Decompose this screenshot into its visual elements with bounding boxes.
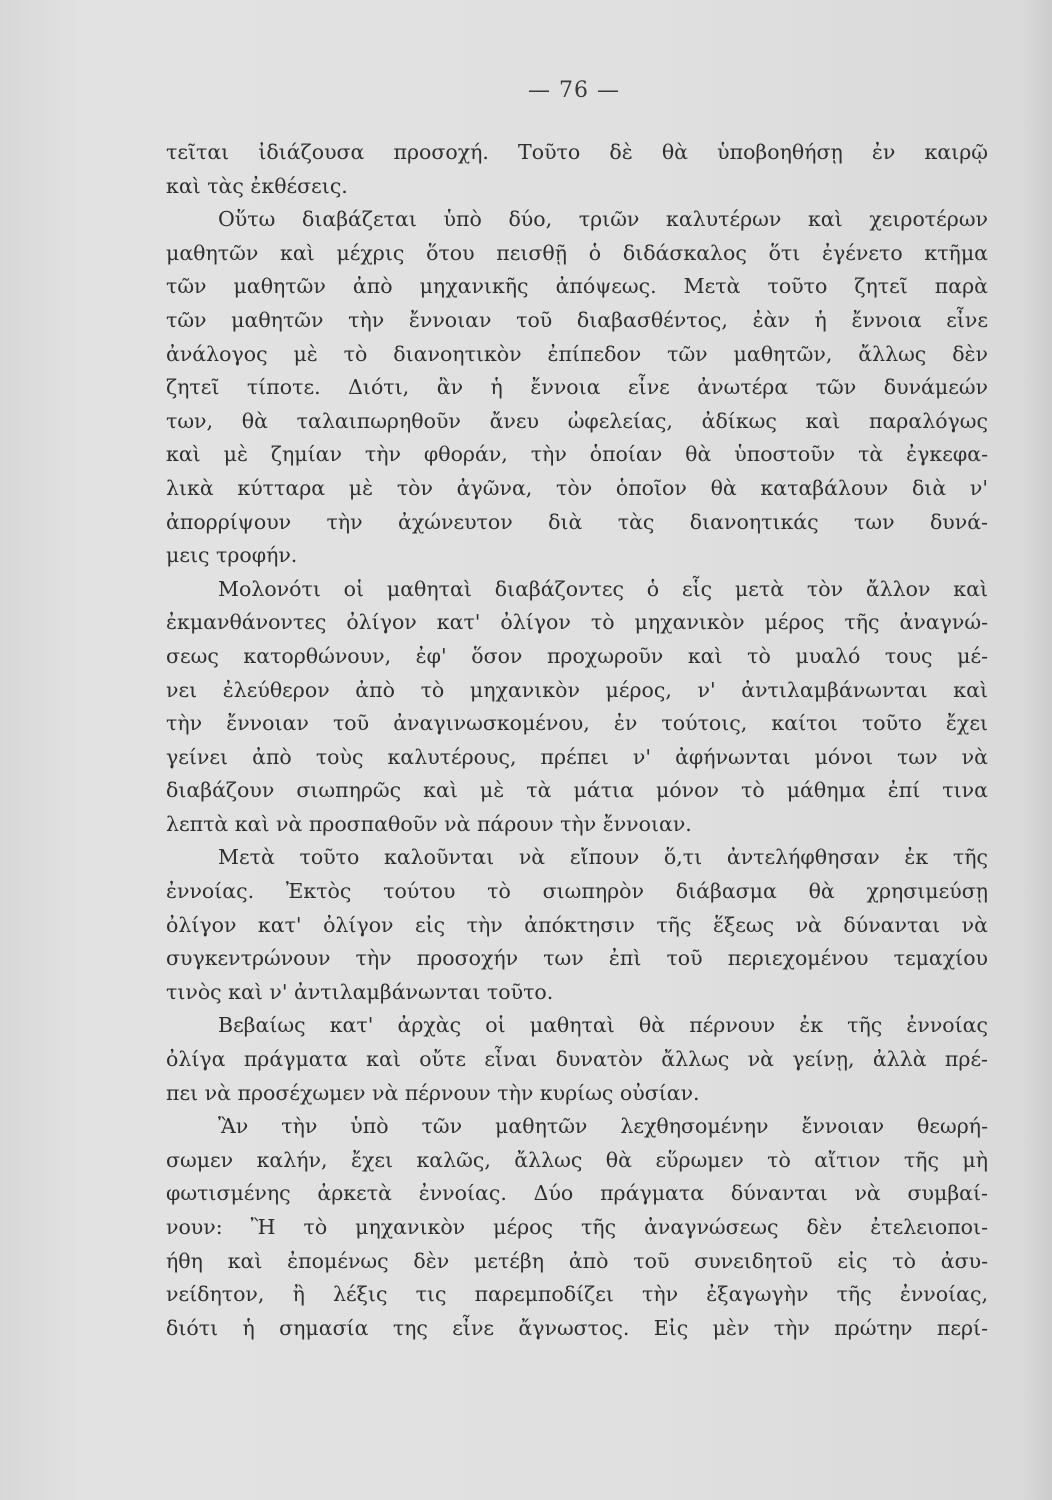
text-line: λικὰ κύτταρα μὲ τὸν ἀγῶνα, τὸν ὁποῖον θὰ καταβάλουν διὰ ν' (166, 475, 988, 500)
paragraph-start-line: Μολονότι οἱ μαθηταὶ διαβάζοντες ὁ εἷς μετὰ τὸν ἄλλον καὶ (218, 576, 988, 601)
text-line: σεως κατορθώνουν, ἐφ' ὅσον προχωροῦν καὶ τὸ μυαλό τους μέ- (166, 643, 988, 668)
text-line: νουν: Ἢ τὸ μηχανικὸν μέρος τῆς ἀναγνώσεως δὲν ἐτελειοποι- (166, 1215, 988, 1239)
text-line: ἀνάλογος μὲ τὸ διανοητικὸν ἐπίπεδον τῶν μαθητῶν, ἄλλως δὲν (166, 341, 988, 366)
text-line: νείδητον, ἢ λέξις τις παρεμποδίζει τὴν ἐξαγωγὴν τῆς ἐννοίας, (166, 1282, 988, 1307)
text-line: ὀλίγον κατ' ὀλίγον εἰς τὴν ἀπόκτησιν τῆς ἕξεως νὰ δύνανται νὰ (166, 912, 988, 937)
text-line: ζητεῖ τίποτε. Διότι, ἂν ἡ ἔννοια εἶνε ἀνωτέρα τῶν δυνάμεών (166, 375, 988, 400)
text-line: λεπτὰ καὶ νὰ προσπαθοῦν νὰ πάρουν τὴν ἔννοιαν. (166, 811, 692, 836)
text-line: τὴν ἔννοιαν τοῦ ἀναγινωσκομένου, ἐν τούτοις, καίτοι τοῦτο ἔχει (166, 711, 988, 736)
text-line: τεῖται ἰδιάζουσα προσοχή. Τοῦτο δὲ θὰ ὑποβοηθήσῃ ἐν καιρῷ (166, 140, 988, 164)
paragraph-start-line: Οὕτω διαβάζεται ὑπὸ δύο, τριῶν καλυτέρων καὶ χειροτέρων (218, 207, 988, 232)
text-line: σωμεν καλήν, ἔχει καλῶς, ἄλλως θὰ εὕρωμεν τὸ αἴτιον τῆς μὴ (166, 1147, 988, 1172)
text-line: πει νὰ προσέχωμεν νὰ πέρνουν τὴν κυρίως οὐσίαν. (166, 1080, 700, 1105)
text-line: τῶν μαθητῶν ἀπὸ μηχανικῆς ἀπόψεως. Μετὰ τοῦτο ζητεῖ παρὰ (166, 274, 988, 299)
text-line: διότι ἡ σημασία της εἶνε ἄγνωστος. Εἰς μὲν τὴν πρώτην περί- (166, 1315, 988, 1340)
page-number: — 76 — (528, 78, 620, 103)
text-line: ἐννοίας. Ἐκτὸς τούτου τὸ σιωπηρὸν διάβασμα θὰ χρησιμεύσῃ (166, 879, 988, 904)
text-line: φωτισμένης ἀρκετὰ ἐννοίας. Δύο πράγματα δύνανται νὰ συμβαί- (166, 1181, 988, 1206)
text-line: ήθη καὶ ἐπομένως δὲν μετέβη ἀπὸ τοῦ συνειδητοῦ εἰς τὸ ἀσυ- (166, 1248, 988, 1273)
text-line: μαθητῶν καὶ μέχρις ὅτου πεισθῇ ὁ διδάσκαλος ὅτι ἐγένετο κτῆμα (166, 240, 988, 265)
text-line: των, θὰ ταλαιπωρηθοῦν ἄνευ ὠφελείας, ἀδίκως καὶ παραλόγως (166, 408, 988, 433)
page-edge-shadow (1022, 0, 1052, 1500)
text-line: ἐκμανθάνοντες ὀλίγον κατ' ὀλίγον τὸ μηχανικὸν μέρος τῆς ἀναγνώ- (166, 610, 988, 635)
text-line: νει ἐλεύθερον ἀπὸ τὸ μηχανικὸν μέρος, ν' ἀντιλαμβάνωνται καὶ (166, 677, 988, 702)
paragraph-start-line: Μετὰ τοῦτο καλοῦνται νὰ εἴπουν ὅ,τι ἀντελήφθησαν ἐκ τῆς (218, 845, 988, 870)
text-line: ἀπορρίψουν τὴν ἀχώνευτον διὰ τὰς διανοητικάς των δυνά- (166, 509, 988, 534)
paragraph-start-line: Βεβαίως κατ' ἀρχὰς οἱ μαθηταὶ θὰ πέρνουν ἐκ τῆς ἐννοίας (218, 1013, 988, 1038)
text-line: γείνει ἀπὸ τοὺς καλυτέρους, πρέπει ν' ἀφήνωνται μόνοι των νὰ (166, 744, 988, 769)
text-line: καὶ τὰς ἐκθέσεις. (166, 173, 348, 198)
paragraph-start-line: Ἂν τὴν ὑπὸ τῶν μαθητῶν λεχθησομένην ἔννοιαν θεωρή- (218, 1114, 988, 1139)
text-line: μεις τροφήν. (166, 543, 298, 568)
text-line: τινὸς καὶ ν' ἀντιλαμβάνωνται τοῦτο. (166, 979, 554, 1004)
text-line: τῶν μαθητῶν τὴν ἔννοιαν τοῦ διαβασθέντος, ἐὰν ἡ ἔννοια εἶνε (166, 307, 988, 332)
text-line: διαβάζουν σιωπηρῶς καὶ μὲ τὰ μάτια μόνον τὸ μάθημα ἐπί τινα (166, 778, 988, 803)
body-text (166, 136, 988, 1345)
text-line: ὀλίγα πράγματα καὶ οὔτε εἶναι δυνατὸν ἄλλως νὰ γείνῃ, ἀλλὰ πρέ- (166, 1047, 988, 1072)
text-line: συγκεντρώνουν τὴν προσοχήν των ἐπὶ τοῦ περιεχομένου τεμαχίου (166, 946, 988, 971)
text-line: καὶ μὲ ζημίαν τὴν φθοράν, τὴν ὁποίαν θὰ ὑποστοῦν τὰ ἐγκεφα- (166, 442, 988, 467)
